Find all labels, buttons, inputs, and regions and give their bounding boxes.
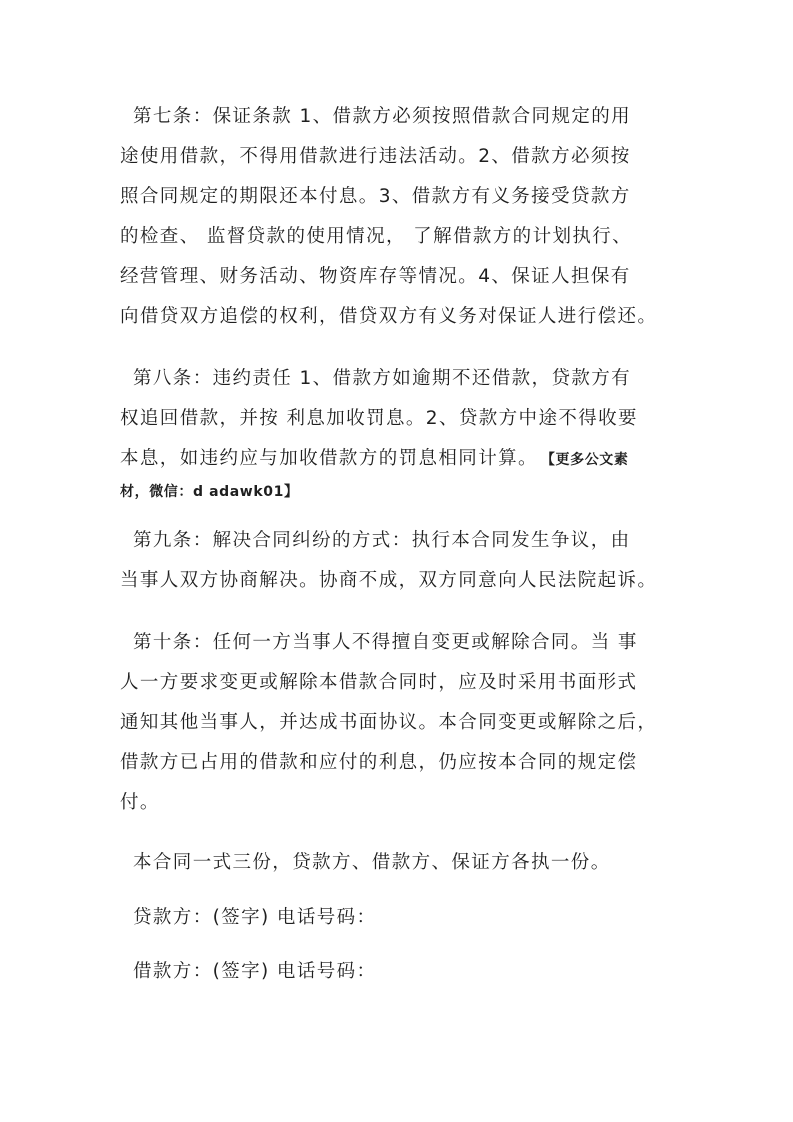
article9-line-1: 第九条：解决合同纠纷的方式：执行本合同发生争议，由: [133, 530, 631, 551]
article10-line-5: 付。: [120, 792, 160, 813]
article7-line-3: 照合同规定的期限还本付息。3、借款方有义务接受贷款方: [120, 186, 631, 207]
article7-line-1: 第七条：保证条款 1、借款方必须按照借款合同规定的用: [133, 106, 632, 127]
promo-note-part2: 材，微信：d adawk01】: [120, 484, 299, 500]
article7-line-5: 经营管理、财务活动、物资库存等情况。4、保证人担保有: [120, 266, 631, 287]
article8-line-1: 第八条：违约责任 1、借款方如逾期不还借款，贷款方有: [133, 368, 632, 389]
article7-line-4: 的检查、 监督贷款的使用情况， 了解借款方的计划执行、: [120, 226, 633, 247]
article10-line-3: 通知其他当事人，并达成书面协议。本合同变更或解除之后，: [120, 712, 658, 733]
article7-line-2: 途使用借款，不得用借款进行违法活动。2、借款方必须按: [120, 146, 631, 167]
lender-signature-line: 贷款方：(签字) 电话号码：: [133, 907, 377, 928]
article8-line-2: 权追回借款，并按 利息加收罚息。2、贷款方中途不得收要: [120, 408, 638, 429]
article9-line-2: 当事人双方协商解决。协商不成，双方同意向人民法院起诉。: [120, 570, 658, 591]
borrower-signature-line: 借款方：(签字) 电话号码：: [133, 961, 377, 982]
article8-line-3: [120, 447, 680, 472]
article10-line-1: 第十条：任何一方当事人不得擅自变更或解除合同。当 事: [133, 632, 638, 653]
copies-statement: 本合同一式三份，贷款方、借款方、保证方各执一份。: [133, 852, 611, 873]
promo-note-part1: 【更多公文素: [547, 452, 629, 468]
article8-line-3-text: 本息，如违约应与加收借款方的罚息相同计算。: [120, 448, 538, 469]
article10-line-4: 借款方已占用的借款和应付的利息，仍应按本合同的规定偿: [120, 752, 638, 773]
article10-line-2: 人一方要求变更或解除本借款合同时，应及时采用书面形式: [120, 672, 638, 693]
article7-line-6: 向借贷双方追偿的权利，借贷双方有义务对保证人进行偿还。: [120, 306, 658, 327]
